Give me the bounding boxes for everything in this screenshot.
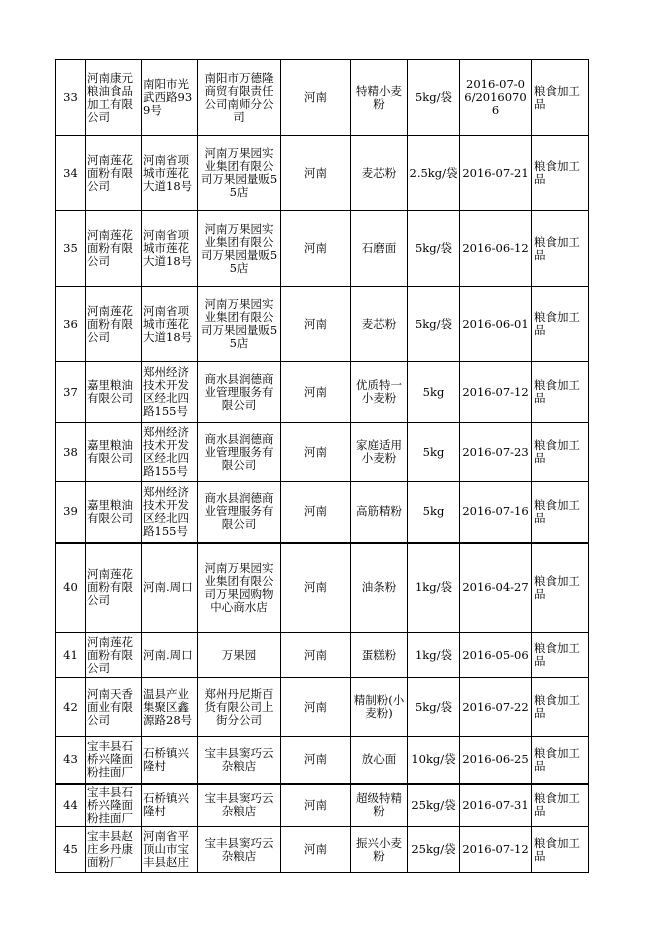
product-name-cell: 家庭适用小麦粉 xyxy=(351,423,408,482)
row-number-cell: 44 xyxy=(56,784,86,827)
manufacturer-address-cell: 石桥镇兴隆村 xyxy=(142,737,198,784)
province-cell: 河南 xyxy=(281,211,351,287)
production-date-cell: 2016-07-12 xyxy=(460,827,532,873)
seller-name-cell: 河南万果园实业集团有限公司万果园量贩55店 xyxy=(198,136,281,211)
manufacturer-name-cell: 河南莲花面粉有限公司 xyxy=(86,287,142,362)
food-category-cell: 粮食加工品 xyxy=(532,423,589,482)
production-date-cell: 2016-07-21 xyxy=(460,136,532,211)
specification-cell: 5kg xyxy=(408,362,460,423)
table-row xyxy=(56,737,589,784)
production-date-cell: 2016-06-12 xyxy=(460,211,532,287)
food-category-cell: 粮食加工品 xyxy=(532,362,589,423)
province-cell: 河南 xyxy=(281,827,351,873)
specification-cell: 5kg/袋 xyxy=(408,211,460,287)
table-row xyxy=(56,633,589,678)
province-cell: 河南 xyxy=(281,737,351,784)
table-row xyxy=(56,211,589,287)
manufacturer-address-cell: 郑州经济技术开发区经北四路155号 xyxy=(142,482,198,543)
seller-name-cell: 郑州丹尼斯百货有限公司上街分公司 xyxy=(198,678,281,737)
manufacturer-address-cell: 郑州经济技术开发区经北四路155号 xyxy=(142,423,198,482)
row-number-cell: 37 xyxy=(56,362,86,423)
specification-cell: 5kg/袋 xyxy=(408,60,460,136)
product-name-cell: 石磨面 xyxy=(351,211,408,287)
seller-name-cell: 商水县润德商业管理服务有限公司 xyxy=(198,423,281,482)
table-row xyxy=(56,543,589,633)
specification-cell: 5kg xyxy=(408,423,460,482)
product-name-cell: 蛋糕粉 xyxy=(351,633,408,678)
food-category-cell: 粮食加工品 xyxy=(532,60,589,136)
product-name-cell: 油条粉 xyxy=(351,543,408,633)
production-date-cell: 2016-07-16 xyxy=(460,482,532,543)
production-date-cell: 2016-07-22 xyxy=(460,678,532,737)
food-category-cell: 粮食加工品 xyxy=(532,211,589,287)
province-cell: 河南 xyxy=(281,633,351,678)
manufacturer-name-cell: 河南莲花面粉有限公司 xyxy=(86,136,142,211)
specification-cell: 10kg/袋 xyxy=(408,737,460,784)
row-number-cell: 38 xyxy=(56,423,86,482)
table-row xyxy=(56,784,589,827)
production-date-cell: 2016-05-06 xyxy=(460,633,532,678)
production-date-cell: 2016-07-06/20160706 xyxy=(460,60,532,136)
manufacturer-name-cell: 嘉里粮油有限公司 xyxy=(86,482,142,543)
row-number-cell: 33 xyxy=(56,60,86,136)
food-category-cell: 粮食加工品 xyxy=(532,482,589,543)
seller-name-cell: 河南万果园实业集团有限公司万果园量贩55店 xyxy=(198,287,281,362)
specification-cell: 25kg/袋 xyxy=(408,827,460,873)
province-cell: 河南 xyxy=(281,482,351,543)
manufacturer-name-cell: 河南天香面业有限公司 xyxy=(86,678,142,737)
manufacturer-name-cell: 嘉里粮油有限公司 xyxy=(86,362,142,423)
manufacturer-address-cell: 河南省项城市莲花大道18号 xyxy=(142,211,198,287)
food-category-cell: 粮食加工品 xyxy=(532,784,589,827)
row-number-cell: 39 xyxy=(56,482,86,543)
manufacturer-address-cell: 南阳市光武西路939号 xyxy=(142,60,198,136)
production-date-cell: 2016-07-23 xyxy=(460,423,532,482)
seller-name-cell: 河南万果园实业集团有限公司万果园购物中心商水店 xyxy=(198,543,281,633)
product-name-cell: 超级特精粉 xyxy=(351,784,408,827)
seller-name-cell: 河南万果园实业集团有限公司万果园量贩55店 xyxy=(198,211,281,287)
food-category-cell: 粮食加工品 xyxy=(532,827,589,873)
production-date-cell: 2016-07-12 xyxy=(460,362,532,423)
product-name-cell: 优质特一小麦粉 xyxy=(351,362,408,423)
province-cell: 河南 xyxy=(281,678,351,737)
food-category-cell: 粮食加工品 xyxy=(532,136,589,211)
food-category-cell: 粮食加工品 xyxy=(532,543,589,633)
row-number-cell: 43 xyxy=(56,737,86,784)
table-row xyxy=(56,60,589,136)
province-cell: 河南 xyxy=(281,60,351,136)
seller-name-cell: 商水县润德商业管理服务有限公司 xyxy=(198,482,281,543)
specification-cell: 5kg/袋 xyxy=(408,678,460,737)
specification-cell: 1kg/袋 xyxy=(408,543,460,633)
row-number-cell: 34 xyxy=(56,136,86,211)
row-number-cell: 36 xyxy=(56,287,86,362)
food-category-cell: 粮食加工品 xyxy=(532,633,589,678)
specification-cell: 5kg xyxy=(408,482,460,543)
manufacturer-name-cell: 宝丰县石桥兴隆面粉挂面厂 xyxy=(86,737,142,784)
seller-name-cell: 宝丰县窦巧云杂粮店 xyxy=(198,737,281,784)
product-name-cell: 麦芯粉 xyxy=(351,287,408,362)
row-number-cell: 41 xyxy=(56,633,86,678)
manufacturer-name-cell: 宝丰县石桥兴隆面粉挂面厂 xyxy=(86,784,142,827)
specification-cell: 2.5kg/袋 xyxy=(408,136,460,211)
manufacturer-name-cell: 嘉里粮油有限公司 xyxy=(86,423,142,482)
manufacturer-name-cell: 宝丰县赵庄乡丹康面粉厂 xyxy=(86,827,142,873)
manufacturer-name-cell: 河南康元粮油食品加工有限公司 xyxy=(86,60,142,136)
seller-name-cell: 宝丰县窦巧云杂粮店 xyxy=(198,827,281,873)
province-cell: 河南 xyxy=(281,287,351,362)
food-sampling-table xyxy=(55,59,589,873)
table-row xyxy=(56,678,589,737)
province-cell: 河南 xyxy=(281,362,351,423)
table-row xyxy=(56,287,589,362)
specification-cell: 5kg/袋 xyxy=(408,287,460,362)
product-name-cell: 精制粉(小麦粉) xyxy=(351,678,408,737)
table-row xyxy=(56,423,589,482)
food-category-cell: 粮食加工品 xyxy=(532,678,589,737)
table-row xyxy=(56,827,589,873)
manufacturer-address-cell: 温县产业集聚区鑫源路28号 xyxy=(142,678,198,737)
seller-name-cell: 商水县润德商业管理服务有限公司 xyxy=(198,362,281,423)
manufacturer-address-cell: 河南省项城市莲花大道18号 xyxy=(142,287,198,362)
manufacturer-address-cell: 郑州经济技术开发区经北四路155号 xyxy=(142,362,198,423)
specification-cell: 25kg/袋 xyxy=(408,784,460,827)
production-date-cell: 2016-06-25 xyxy=(460,737,532,784)
manufacturer-address-cell: 河南.周口 xyxy=(142,633,198,678)
specification-cell: 1kg/袋 xyxy=(408,633,460,678)
table-row xyxy=(56,136,589,211)
manufacturer-address-cell: 河南省项城市莲花大道18号 xyxy=(142,136,198,211)
row-number-cell: 40 xyxy=(56,543,86,633)
province-cell: 河南 xyxy=(281,423,351,482)
table-row xyxy=(56,482,589,543)
product-name-cell: 放心面 xyxy=(351,737,408,784)
production-date-cell: 2016-07-31 xyxy=(460,784,532,827)
manufacturer-name-cell: 河南莲花面粉有限公司 xyxy=(86,543,142,633)
food-category-cell: 粮食加工品 xyxy=(532,737,589,784)
production-date-cell: 2016-04-27 xyxy=(460,543,532,633)
seller-name-cell: 南阳市万德隆商贸有限责任公司南师分公司 xyxy=(198,60,281,136)
row-number-cell: 42 xyxy=(56,678,86,737)
table-row xyxy=(56,362,589,423)
seller-name-cell: 宝丰县窦巧云杂粮店 xyxy=(198,784,281,827)
product-name-cell: 麦芯粉 xyxy=(351,136,408,211)
province-cell: 河南 xyxy=(281,136,351,211)
manufacturer-address-cell: 河南省平顶山市宝丰县赵庄 xyxy=(142,827,198,873)
food-category-cell: 粮食加工品 xyxy=(532,287,589,362)
province-cell: 河南 xyxy=(281,543,351,633)
product-name-cell: 振兴小麦粉 xyxy=(351,827,408,873)
product-name-cell: 特精小麦粉 xyxy=(351,60,408,136)
production-date-cell: 2016-06-01 xyxy=(460,287,532,362)
seller-name-cell: 万果园 xyxy=(198,633,281,678)
row-number-cell: 35 xyxy=(56,211,86,287)
province-cell: 河南 xyxy=(281,784,351,827)
manufacturer-address-cell: 河南.周口 xyxy=(142,543,198,633)
row-number-cell: 45 xyxy=(56,827,86,873)
manufacturer-name-cell: 河南莲花面粉有限公司 xyxy=(86,633,142,678)
product-name-cell: 高筋精粉 xyxy=(351,482,408,543)
manufacturer-name-cell: 河南莲花面粉有限公司 xyxy=(86,211,142,287)
manufacturer-address-cell: 石桥镇兴隆村 xyxy=(142,784,198,827)
